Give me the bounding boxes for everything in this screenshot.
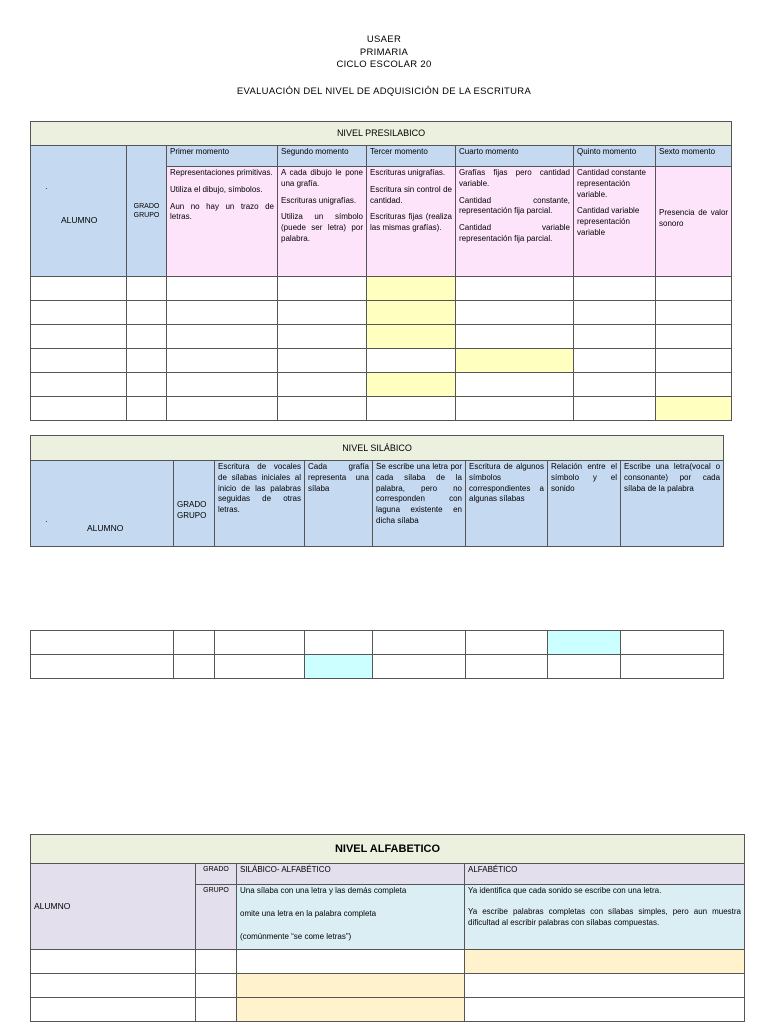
cell[interactable] xyxy=(574,277,656,301)
cell[interactable] xyxy=(621,631,724,655)
moment-1-description: Representaciones primitivas. Utiliza el dibujo, símbolos. Aun no hay un trazo de letras. xyxy=(167,167,278,277)
cell[interactable] xyxy=(278,277,367,301)
silabico-col-6: Escribe una letra(vocal o consonante) por cada sílaba de la palabra xyxy=(621,461,724,547)
silabico-alfabetico-description: Una sílaba con una letra y las demás completa omite una letra en la palabra completa (comúnmente “se come letras”) xyxy=(237,885,465,950)
cell[interactable] xyxy=(278,301,367,325)
table-row xyxy=(31,998,745,1022)
moment-6-description: Presencia de valor sonoro xyxy=(656,167,732,277)
cell[interactable] xyxy=(196,998,237,1022)
table-row xyxy=(31,631,724,655)
silabico-col-2: Cada grafía representa una sílaba xyxy=(305,461,373,547)
alfabetico-description: Ya identifica que cada sonido se escribe con una letra. Ya escribe palabras completas con sílabas simples, pero aun muestra dificultad al escribir palabras con sílabas compuestas. xyxy=(465,885,745,950)
moment-1-header: Primer momento xyxy=(167,146,278,167)
cell[interactable] xyxy=(167,325,278,349)
cell[interactable] xyxy=(174,631,215,655)
table-row xyxy=(31,974,745,998)
cell[interactable] xyxy=(574,349,656,373)
cell[interactable] xyxy=(278,397,367,421)
cell[interactable] xyxy=(367,325,456,349)
table-row xyxy=(31,373,732,397)
cell[interactable] xyxy=(456,349,574,373)
cell[interactable] xyxy=(215,631,305,655)
silabico-col-3: Se escribe una letra por cada sílaba de la palabra, pero no corresponden con laguna existente en dicha sílaba xyxy=(373,461,466,547)
cell[interactable] xyxy=(237,998,465,1022)
cell[interactable] xyxy=(656,373,732,397)
cell[interactable] xyxy=(278,349,367,373)
cell[interactable] xyxy=(367,397,456,421)
cell[interactable] xyxy=(167,349,278,373)
presilabico-table xyxy=(30,121,732,421)
alfabetico-alumno-header xyxy=(31,864,196,950)
silabico-alfabetico-header: SILÁBICO- ALFABÉTICO xyxy=(237,864,465,885)
header-usaer: USAER xyxy=(366,34,402,45)
moment-2-header: Segundo momento xyxy=(278,146,367,167)
silabico-col-4: Escritura de algunos símbolos correspondientes a algunas sílabas xyxy=(466,461,548,547)
cell[interactable] xyxy=(215,655,305,679)
cell[interactable] xyxy=(548,631,621,655)
document-title: EVALUACIÓN DEL NIVEL DE ADQUISICIÓN DE LA ESCRITURA xyxy=(236,86,532,97)
cell[interactable] xyxy=(196,950,237,974)
cell[interactable] xyxy=(31,397,127,421)
silabico-col-5: Relación entre el símbolo y el sonido xyxy=(548,461,621,547)
table-row xyxy=(31,325,732,349)
cell[interactable] xyxy=(656,397,732,421)
moment-3-header: Tercer momento xyxy=(367,146,456,167)
moment-2-description: A cada dibujo le pone una grafía. Escrituras unigrafías. Utiliza un símbolo (puede ser letra) por palabra. xyxy=(278,167,367,277)
cell[interactable] xyxy=(456,325,574,349)
alfabetico-title: NIVEL ALFABETICO xyxy=(31,835,745,864)
cell[interactable] xyxy=(278,325,367,349)
silabico-col-1: Escritura de vocales de sílabas iniciales al inicio de las palabras seguidas de otras letras. xyxy=(215,461,305,547)
cell[interactable] xyxy=(574,301,656,325)
presilabico-alumno-header: · ALUMNO xyxy=(31,146,127,277)
alfabetico-grupo-header: GRUPO xyxy=(196,885,237,950)
cell[interactable] xyxy=(127,301,167,325)
cell[interactable] xyxy=(31,974,196,998)
cell[interactable] xyxy=(465,950,745,974)
cell[interactable] xyxy=(456,301,574,325)
presilabico-grado-header: GRADO GRUPO xyxy=(127,146,167,277)
silabico-alumno-header: · ALUMNO xyxy=(31,461,174,547)
cell[interactable] xyxy=(167,397,278,421)
moment-3-description: Escrituras unigrafías. Escritura sin control de cantidad. Escrituras fijas (realiza las mismas grafías). xyxy=(367,167,456,277)
cell[interactable] xyxy=(373,631,466,655)
moment-5-header: Quinto momento xyxy=(574,146,656,167)
cell[interactable] xyxy=(466,655,548,679)
table-row xyxy=(31,397,732,421)
cell[interactable] xyxy=(367,301,456,325)
cell[interactable] xyxy=(367,277,456,301)
table-row xyxy=(31,349,732,373)
cell[interactable] xyxy=(548,655,621,679)
cell[interactable] xyxy=(31,325,127,349)
cell[interactable] xyxy=(31,631,174,655)
cell[interactable] xyxy=(367,373,456,397)
cell[interactable] xyxy=(127,325,167,349)
cell[interactable] xyxy=(167,373,278,397)
cell[interactable] xyxy=(656,325,732,349)
cell[interactable] xyxy=(305,631,373,655)
cell[interactable] xyxy=(456,397,574,421)
cell[interactable] xyxy=(656,301,732,325)
silabico-title: NIVEL SILÁBICO xyxy=(31,436,724,461)
cell[interactable] xyxy=(305,655,373,679)
table-row xyxy=(31,655,724,679)
cell[interactable] xyxy=(574,373,656,397)
cell[interactable] xyxy=(127,277,167,301)
cell[interactable] xyxy=(373,655,466,679)
header-primaria: PRIMARIA xyxy=(359,47,409,58)
cell[interactable] xyxy=(31,655,174,679)
cell[interactable] xyxy=(196,974,237,998)
cell[interactable] xyxy=(31,998,196,1022)
cell[interactable] xyxy=(31,373,127,397)
cell[interactable] xyxy=(237,974,465,998)
cell[interactable] xyxy=(465,998,745,1022)
cell[interactable] xyxy=(574,397,656,421)
cell[interactable] xyxy=(656,277,732,301)
cell[interactable] xyxy=(31,277,127,301)
cell[interactable] xyxy=(31,349,127,373)
cell[interactable] xyxy=(466,631,548,655)
presilabico-title: NIVEL PRESILABICO xyxy=(31,122,732,146)
cell[interactable] xyxy=(367,349,456,373)
cell[interactable] xyxy=(278,373,367,397)
moment-4-description: Grafías fijas pero cantidad variable. Cantidad constante, representación fija parcial. Cantidad variable representación fija parcial. xyxy=(456,167,574,277)
alfabetico-table xyxy=(30,834,745,1022)
cell[interactable] xyxy=(127,373,167,397)
cell[interactable] xyxy=(31,301,127,325)
cell[interactable] xyxy=(174,655,215,679)
alumno-label: ALUMNO xyxy=(61,215,98,225)
alumno-label: ALUMNO xyxy=(34,900,71,911)
header-ciclo: CICLO ESCOLAR 20 xyxy=(336,59,432,70)
silabico-grado-header: GRADO GRUPO xyxy=(174,461,215,547)
silabico-table xyxy=(30,435,724,547)
cell[interactable] xyxy=(574,325,656,349)
alumno-label: ALUMNO xyxy=(87,523,124,533)
cell[interactable] xyxy=(621,655,724,679)
moment-4-header: Cuarto momento xyxy=(456,146,574,167)
cell[interactable] xyxy=(656,349,732,373)
alfabetico-grado-header: GRADO xyxy=(196,864,237,885)
cell[interactable] xyxy=(456,277,574,301)
table-row xyxy=(31,950,745,974)
moment-5-description: Cantidad constante representación variable. Cantidad variable representación variable xyxy=(574,167,656,277)
cell[interactable] xyxy=(167,301,278,325)
table-row xyxy=(31,277,732,301)
silabico-rows-table xyxy=(30,630,724,679)
table-row xyxy=(31,301,732,325)
cell[interactable] xyxy=(465,974,745,998)
cell[interactable] xyxy=(456,373,574,397)
cell[interactable] xyxy=(237,950,465,974)
cell[interactable] xyxy=(127,349,167,373)
moment-6-header: Sexto momento xyxy=(656,146,732,167)
cell[interactable] xyxy=(31,950,196,974)
cell[interactable] xyxy=(127,397,167,421)
alfabetico-header: ALFABÉTICO xyxy=(465,864,745,885)
cell[interactable] xyxy=(167,277,278,301)
